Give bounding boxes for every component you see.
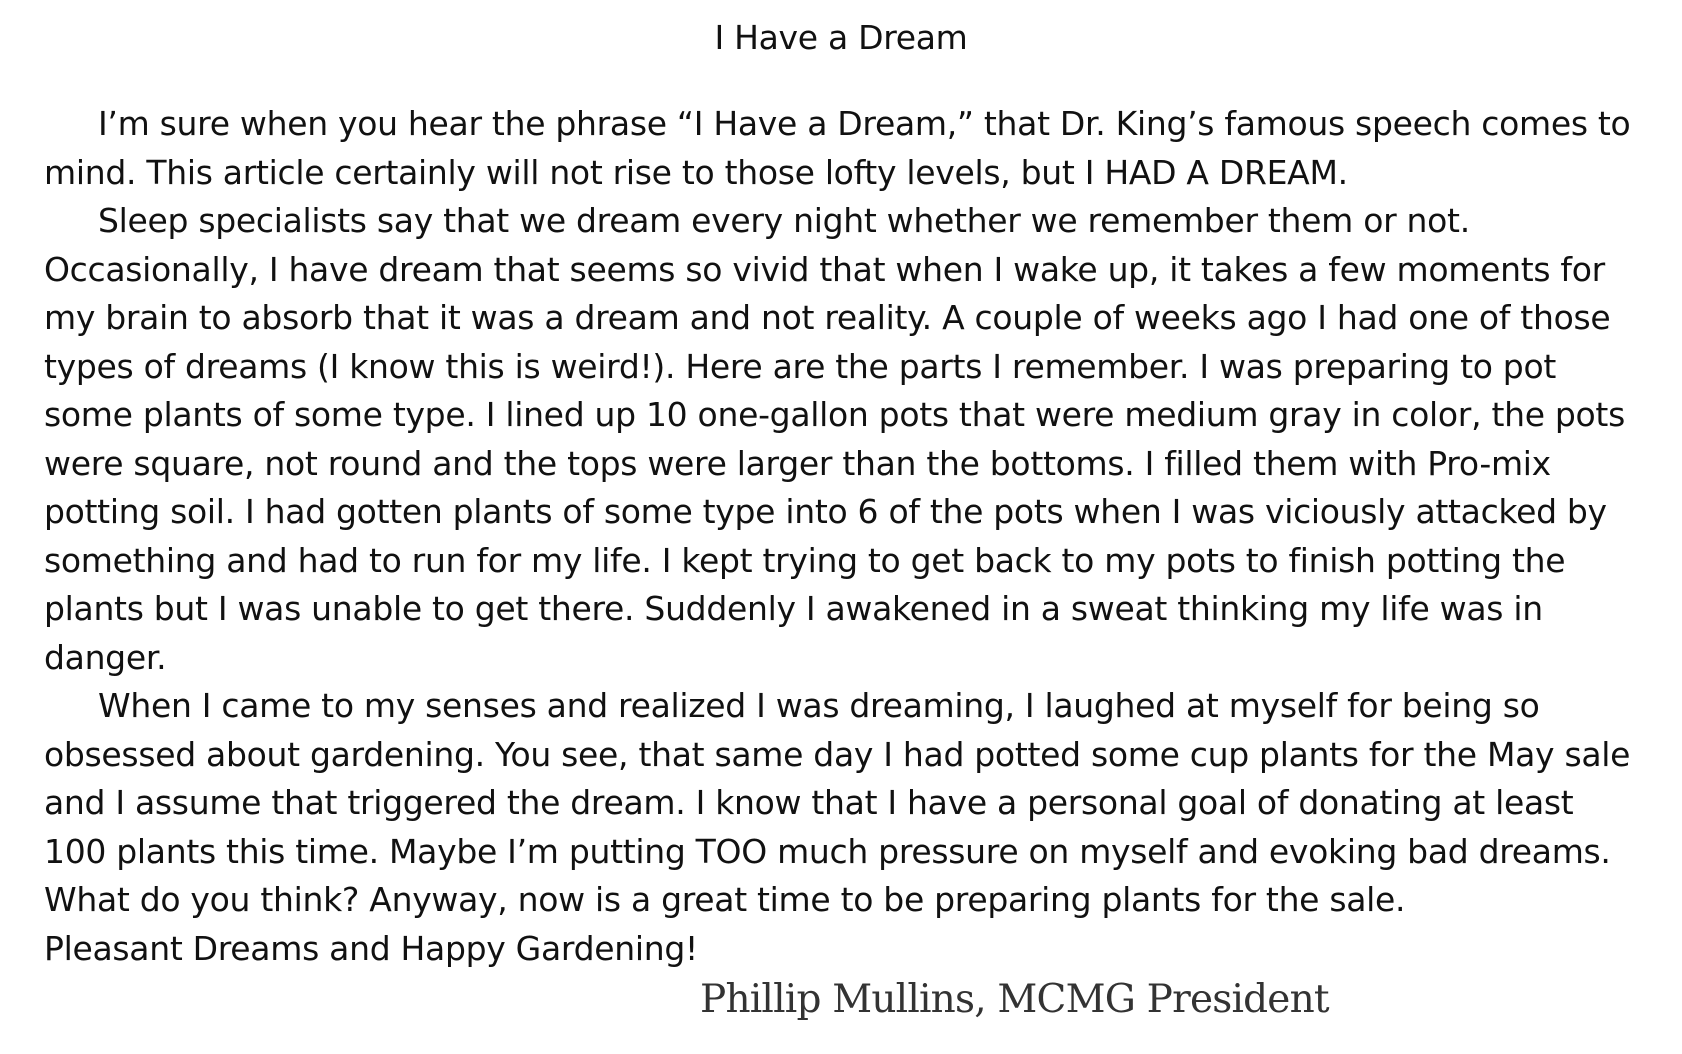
- paragraph-line: Sleep specialists say that we dream every night whether we remember them or not.: [98, 201, 1470, 240]
- paragraph-line: obsessed about gardening. You see, that same day I had potted some cup plants for the May sale: [44, 734, 1631, 774]
- paragraph-line: When I came to my senses and realized I was dreaming, I laughed at myself for being so: [98, 686, 1540, 725]
- paragraph-line: some plants of some type. I lined up 10 one-gallon pots that were medium gray in color, the pots: [44, 395, 1625, 434]
- paragraph-line: types of dreams (I know this is weird!). Here are the parts I remember. I was preparing to pot: [44, 346, 1556, 386]
- paragraph-line: Occasionally, I have dream that seems so vivid that when I wake up, it takes a few moments for: [44, 249, 1605, 289]
- paragraph-line: I’m sure when you hear the phrase “I Have a Dream,” that Dr. King’s famous speech comes to: [98, 104, 1631, 143]
- paragraph-line: What do you think? Anyway, now is a great time to be preparing plants for the sale.: [44, 880, 1406, 919]
- paragraph-line: and I assume that triggered the dream. I know that I have a personal goal of donating at least: [44, 783, 1574, 822]
- signature: Phillip Mullins, MCMG President: [700, 977, 1329, 1022]
- paragraph-line: 100 plants this time. Maybe I’m putting TOO much pressure on myself and evoking bad dreams.: [44, 831, 1611, 871]
- article-body: [44, 100, 1644, 973]
- paragraph-line: plants but I was unable to get there. Suddenly I awakened in a sweat thinking my life was in: [44, 589, 1543, 628]
- closing-line: Pleasant Dreams and Happy Gardening!: [44, 928, 698, 968]
- paragraph-line: danger.: [44, 637, 167, 677]
- paragraph-line: potting soil. I had gotten plants of some type into 6 of the pots when I was viciously attacked by: [44, 492, 1607, 531]
- paragraph-line: mind. This article certainly will not rise to those lofty levels, but I HAD A DREAM.: [44, 152, 1348, 192]
- paragraph-line: my brain to absorb that it was a dream and not reality. A couple of weeks ago I had one of those: [44, 298, 1611, 337]
- page-title: I Have a Dream: [714, 18, 968, 57]
- paragraph-line: something and had to run for my life. I kept trying to get back to my pots to finish potting the: [44, 540, 1566, 580]
- paragraph-line: were square, not round and the tops were larger than the bottoms. I filled them with Pro-mix: [44, 443, 1551, 483]
